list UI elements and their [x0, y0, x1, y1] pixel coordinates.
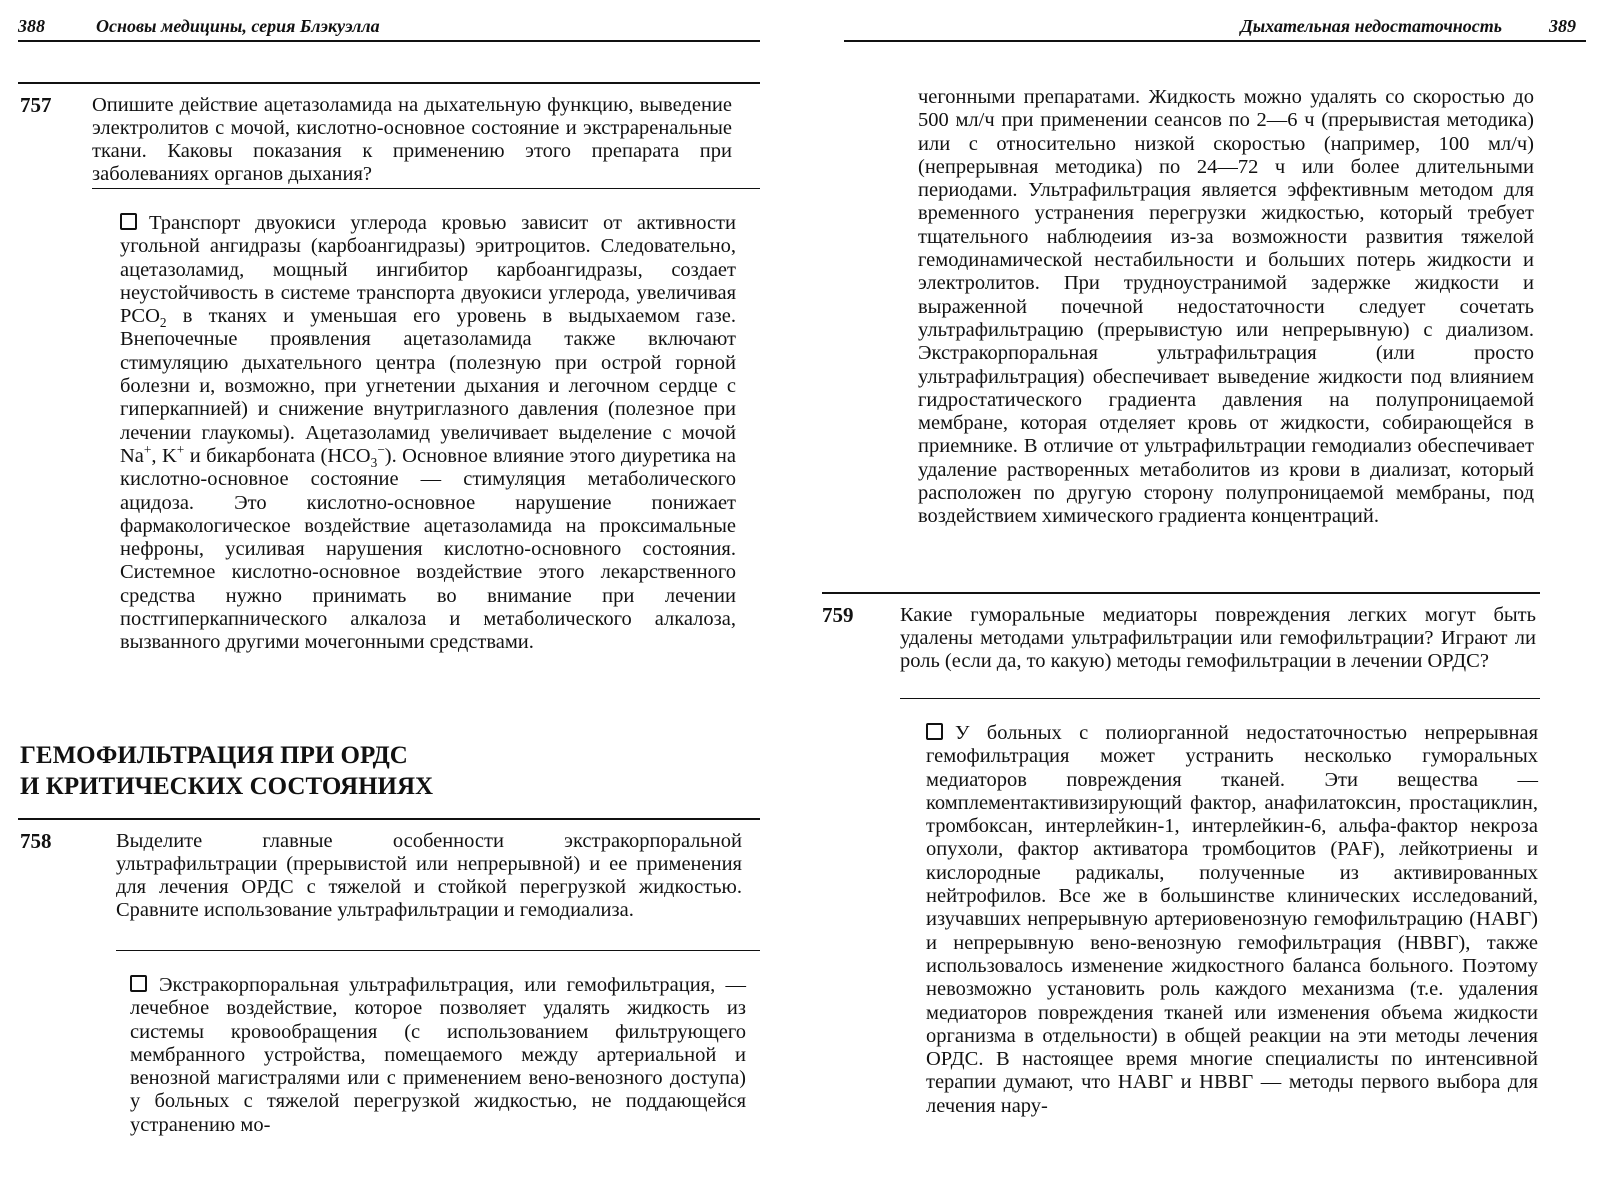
- question-rule-bottom: [116, 950, 760, 951]
- checkbox-icon: [120, 213, 137, 230]
- running-title: Дыхательная недостаточность: [1240, 16, 1502, 36]
- question-rule-top: [822, 592, 1540, 594]
- answer-text: Экстракорпоральная ультрафильтрация, или гемофильтрация, — лечебное воздействие, которое позволяет удалять жидкость из системы кровообращения (с использованием фильтрующего мембранного устройства, помещаемого между артериальной и венозной магистралями или с применением вено-венозного доступа) у больных с тяжелой перегрузкой жидкостью, не поддающейся устранению мо-: [130, 974, 746, 1136]
- question-rule-bottom: [900, 698, 1540, 699]
- running-head-left: [18, 14, 760, 42]
- answer-text: Транспорт двуокиси углерода кровью зависит от активности угольной ангидразы (карбоангидразы) эритроцитов. Следовательно, ацетазоламид, мощный ингибитор карбоангидразы, создает неустойчивость в системе транспорта двуокиси углерода, увеличивая $PCO_2$ в тканях и уменьшая его уровень в выдыхаемом газе. Внепочечные проявления ацетазоламида также включают стимуляцию дыхательного центра (полезную при острой горной болезни и, возможно, при угнетении дыхания и легочном сердце с гиперкапнией) и снижение внутриглазного давления (полезное при лечении глаукомы). Ацетазоламид увеличивает выделение с мочой Na+, K+ и бикарбоната $(HCO_3^-)$. Основное влияние этого диуретика на кислотно-основное состояние — стимуляция метаболического ацидоза. Это кислотно-основное нарушение понижает фармакологическое воздействие ацетазоламида на проксимальные нефроны, усиливая нарушения кислотно-основного состояния. Системное кислотно-основное воздействие этого лекарственного средства нужно принимать во внимание при лечении постгиперкапнического алкалоза и метаболического алкалоза, вызванного другими мочегонными средствами.: [120, 212, 736, 654]
- section-heading: ГЕМОФИЛЬТРАЦИЯ ПРИ ОРДС И КРИТИЧЕСКИХ СОСТОЯНИЯХ: [20, 742, 434, 800]
- running-head-right: [844, 14, 1586, 42]
- question-number: 757: [20, 93, 52, 117]
- question-text: Опишите действие ацетазоламида на дыхательную функцию, выведение электролитов с мочой, кислотно-основное состояние и экстраренальные ткани. Каковы показания к применению этого препарата при заболеваниях органов дыхания?: [92, 94, 732, 185]
- answer-continuation-text: чегонными препаратами. Жидкость можно удалять со скоростью до 500 мл/ч при применении сеансов по 2—6 ч (прерывистая методика) или с относительно низкой скоростью (например, 100 мл/ч) (непрерывная методика) по 24—72 ч или более длительными периодами. Ультрафильтрация является эффективным методом для временного устранения перегрузки жидкостью, который требует тщательного наблюдеиия из-за возможности развития тяжелой гемодинамической нестабильности и больших потерь жидкости и электролитов. При трудноустранимой задержке жидкости и выраженной почечной недостаточности следует сочетать ультрафильтрацию (прерывистую или непрерывную) с диализом. Экстракорпоральная ультрафильтрация (или просто ультрафильтрация) обеспечивает выведение жидкости под влиянием гидростатического градиента давления на полупроницаемой мембране, которая отделяет кровь от жидкости, собирающейся в приемнике. В отличие от ультрафильтрации гемодиализ обеспечивает удаление растворенных метаболитов из крови в диализат, который расположен по другую сторону полупроницаемой мембраны, под воздействием химического градиента концентраций.: [918, 86, 1534, 528]
- checkbox-icon: [926, 723, 943, 740]
- right-page: [800, 0, 1600, 1182]
- question-text: Какие гуморальные медиаторы повреждения легких могут быть удалены методами ультрафильтрации или гемофильтрации? Играют ли роль (если да, то какую) методы гемофильтрации в лечении ОРДС?: [900, 604, 1536, 672]
- page-number: 388: [18, 16, 45, 36]
- question-number: 758: [20, 829, 52, 853]
- question-rule-top: [18, 82, 760, 84]
- question-text: Выделите главные особенности экстракорпоральной ультрафильтрации (прерывистой или непрерывной) и ее применения для лечения ОРДС с тяжелой и стойкой перегрузкой жидкостью. Сравните использование ультрафильтрации и гемодиализа.: [116, 830, 742, 921]
- page-number: 389: [1549, 16, 1576, 36]
- question-rule-bottom: [92, 188, 760, 189]
- running-title: Основы медицины, серия Блэкуэлла: [96, 16, 380, 36]
- question-rule-top: [18, 818, 760, 820]
- checkbox-icon: [130, 975, 147, 992]
- answer-text: У больных с полиорганной недостаточностью непрерывная гемофильтрация может устранить несколько гуморальных медиаторов повреждения тканей. Эти вещества — комплементактивизирующий фактор, анафилатоксин, простациклин, тромбоксан, интерлейкин-1, интерлейкин-6, альфа-фактор некроза опухоли, фактор активатора тромбоцитов (PAF), лейкотриены и кислородные радикалы, полученные из активированных нейтрофилов. Все же в большинстве клинических исследований, изучавших непрерывную артериовенозную гемофильтрацию (НАВГ) и непрерывную вено-венозную гемофильтрация (НВВГ), также использовалось изменение жидкостного баланса больного. Поэтому невозможно установить роль каждого механизма (т.е. удаления медиаторов повреждения тканей или изменения объема жидкости организма в отдельности) в общей реакции на эти методы лечения ОРДС. В настоящее время многие специалисты по интенсивной терапии думают, что НАВГ и НВВГ — методы первого выбора для лечения нару-: [926, 722, 1538, 1117]
- question-number: 759: [822, 603, 854, 627]
